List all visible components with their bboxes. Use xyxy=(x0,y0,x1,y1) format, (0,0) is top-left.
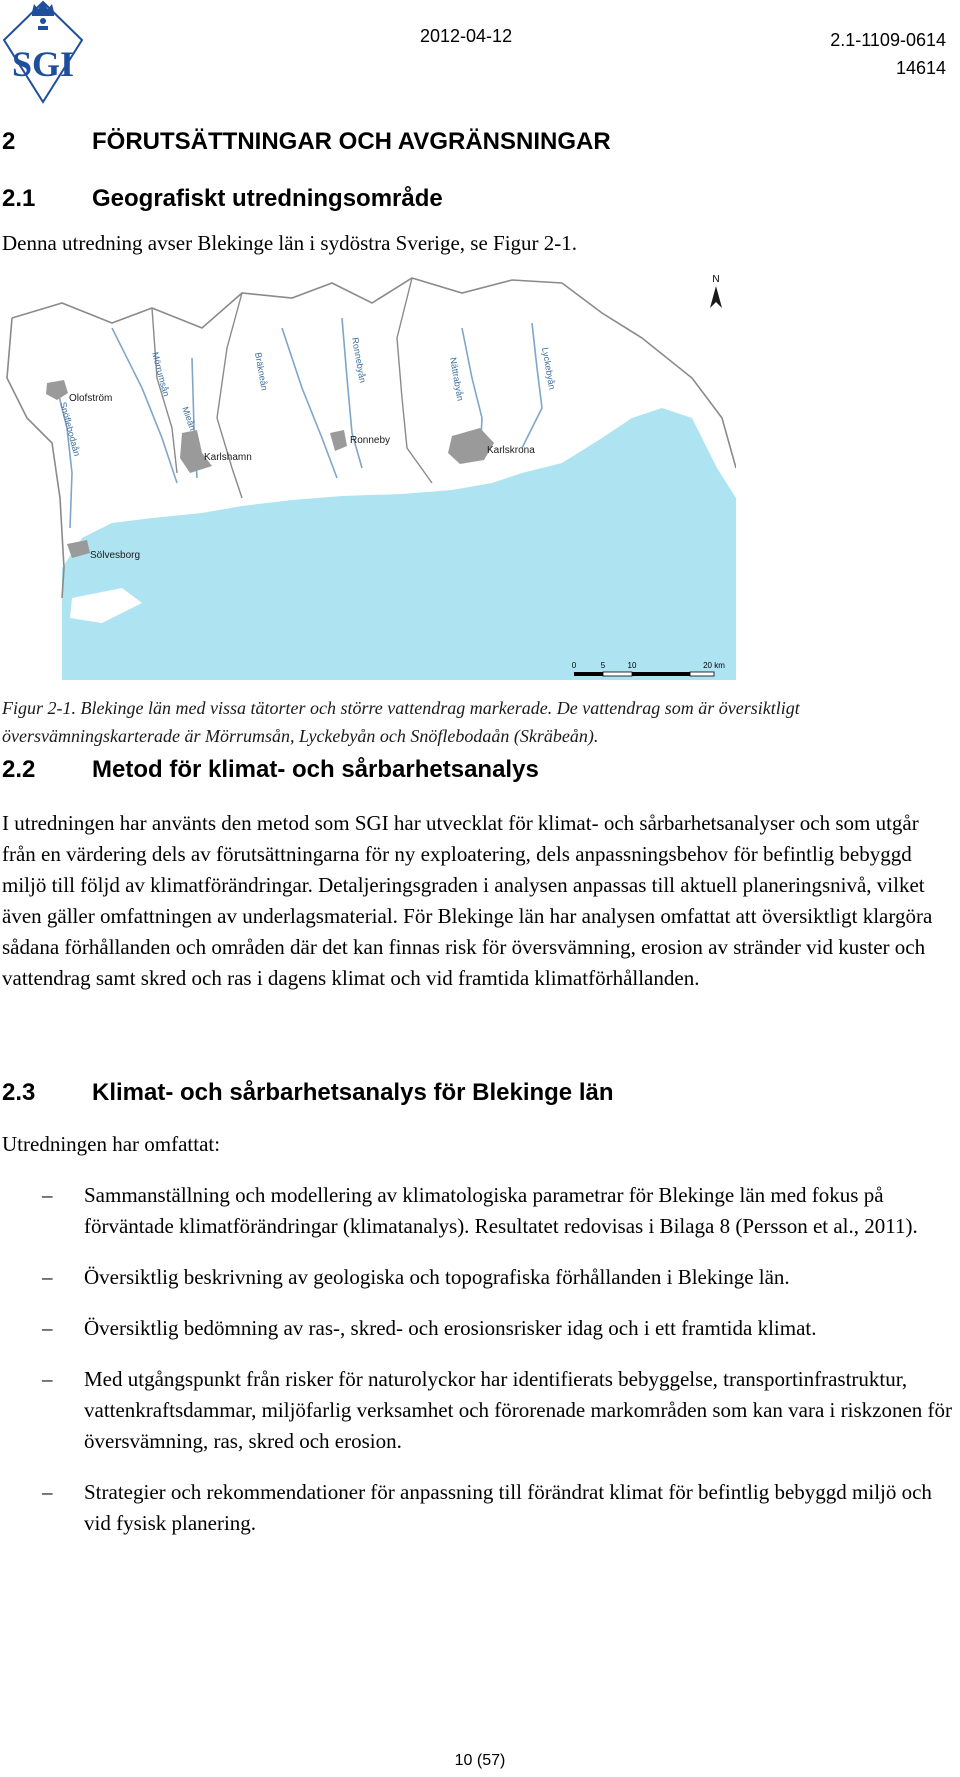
page-number: 10 (57) xyxy=(454,1752,506,1769)
section-title: Geografiskt utredningsområde xyxy=(92,185,443,212)
section-number: 2.2 xyxy=(2,756,36,783)
section-title: Metod för klimat- och sårbarhetsanalys xyxy=(92,756,539,783)
town-olofstrom xyxy=(46,380,68,400)
section-2-2-heading xyxy=(2,756,539,784)
river-label: Mieån xyxy=(180,405,198,432)
svg-text:20 km: 20 km xyxy=(703,661,725,670)
river-label: Bräkneån xyxy=(253,351,270,392)
dash-bullet: – xyxy=(42,1265,53,1289)
section-number: 2.1 xyxy=(2,185,36,212)
river-label: Ronnebyån xyxy=(350,336,368,384)
section-2-1-text: Denna utredning avser Blekinge län i sydöstra Sverige, se Figur 2-1. xyxy=(2,231,578,255)
list-item: – Med utgångspunkt från risker för naturolyckor har identifierats bebyggelse, transportinfrastruktur, vattenkraftsdammar, miljöfarlig verksamhet och förorenade markområden som kan vara i riskzonen för översvämning, ras, skred och erosion. xyxy=(2,1364,954,1457)
list-item: – Strategier och rekommendationer för anpassning till förändrat klimat för befintlig bebyggd miljö och vid fysisk planering. xyxy=(2,1477,954,1539)
header-reference-block xyxy=(830,26,946,82)
river-label: Mörrumsån xyxy=(150,350,172,398)
list-item: – Översiktlig beskrivning av geologiska och topografiska förhållanden i Blekinge län. xyxy=(2,1262,954,1293)
svg-text:0: 0 xyxy=(571,661,577,670)
river-label: Lyckebyån xyxy=(540,346,558,391)
section-2-2-text: I utredningen har använts den metod som SGI har utvecklat för klimat- och sårbarhetsanalyser och som utgår från en värdering dels av förutsättningarna för ny exploatering, dels anpassningsbehov för befintlig bebyggd miljö till följd av klimatförändringar. Detaljeringsgraden i analysen anpassas till aktuell planeringsnivå, vilket även gäller omfattningen av underlagsmaterial. För Blekinge län har analysen omfattat att översiktligt klargöra sådana förhållanden och områden där det kan finnas risk för översvämning, erosion av stränder vid kuster och vattendrag samt skred och ras i dagens klimat och vid framtida klimatförhållanden. xyxy=(2,811,933,990)
place-label: Karlshamn xyxy=(204,452,252,463)
section-2-3-heading xyxy=(2,1079,614,1107)
header-reference: 2.1-1109-0614 xyxy=(830,30,946,50)
river-label: Nättrabyån xyxy=(448,356,466,402)
figure-caption: Figur 2-1. Blekinge län med vissa tätorter och större vattendrag markerade. De vattendrag som är översiktligt översvämningskarterade är Mörrumsån, Lyckebyån och Snöflebodaån (Skräbeån). xyxy=(2,698,800,746)
list-item: – Översiktlig bedömning av ras-, skred- och erosionsrisker idag och i ett framtida klimat. xyxy=(2,1313,954,1344)
dash-bullet: – xyxy=(42,1367,53,1391)
town-ronneby xyxy=(330,430,347,451)
north-label: N xyxy=(712,274,720,285)
place-label: Ronneby xyxy=(350,435,391,446)
place-label: Karlskrona xyxy=(487,445,535,456)
place-label: Olofström xyxy=(69,393,113,404)
section-title: FÖRUTSÄTTNINGAR OCH AVGRÄNSNINGAR xyxy=(92,128,611,155)
header-number: 14614 xyxy=(895,58,946,78)
section-title: Klimat- och sårbarhetsanalys för Blekinge län xyxy=(92,1079,614,1106)
river-label: Snöflebodaån xyxy=(58,400,83,458)
place-label: Sölvesborg xyxy=(90,550,141,561)
sea xyxy=(62,408,736,680)
list-item: – Sammanställning och modellering av klimatologiska parametrar för Blekinge län med fokus på förväntade klimatförändringar (klimatanalys). Resultatet redovisas i Bilaga 8 (Persson et al., 2011). xyxy=(2,1180,954,1242)
logo-text: SGI xyxy=(11,44,75,84)
header-date: 2012-04-12 xyxy=(420,26,513,46)
scope-list xyxy=(2,1180,954,1559)
blekinge-map xyxy=(2,268,736,680)
sgi-logo xyxy=(2,0,84,104)
svg-text:5: 5 xyxy=(600,661,606,670)
svg-text:10: 10 xyxy=(627,661,637,670)
dash-bullet: – xyxy=(42,1183,53,1207)
section-number: 2.3 xyxy=(2,1079,36,1106)
dash-bullet: – xyxy=(42,1480,53,1504)
section-2-3-intro: Utredningen har omfattat: xyxy=(2,1132,221,1156)
section-2-heading xyxy=(2,128,611,156)
north-arrow-icon xyxy=(710,274,722,308)
crown-icon xyxy=(32,2,54,30)
dash-bullet: – xyxy=(42,1316,53,1340)
section-2-1-heading xyxy=(2,185,443,213)
section-number: 2 xyxy=(2,128,16,155)
